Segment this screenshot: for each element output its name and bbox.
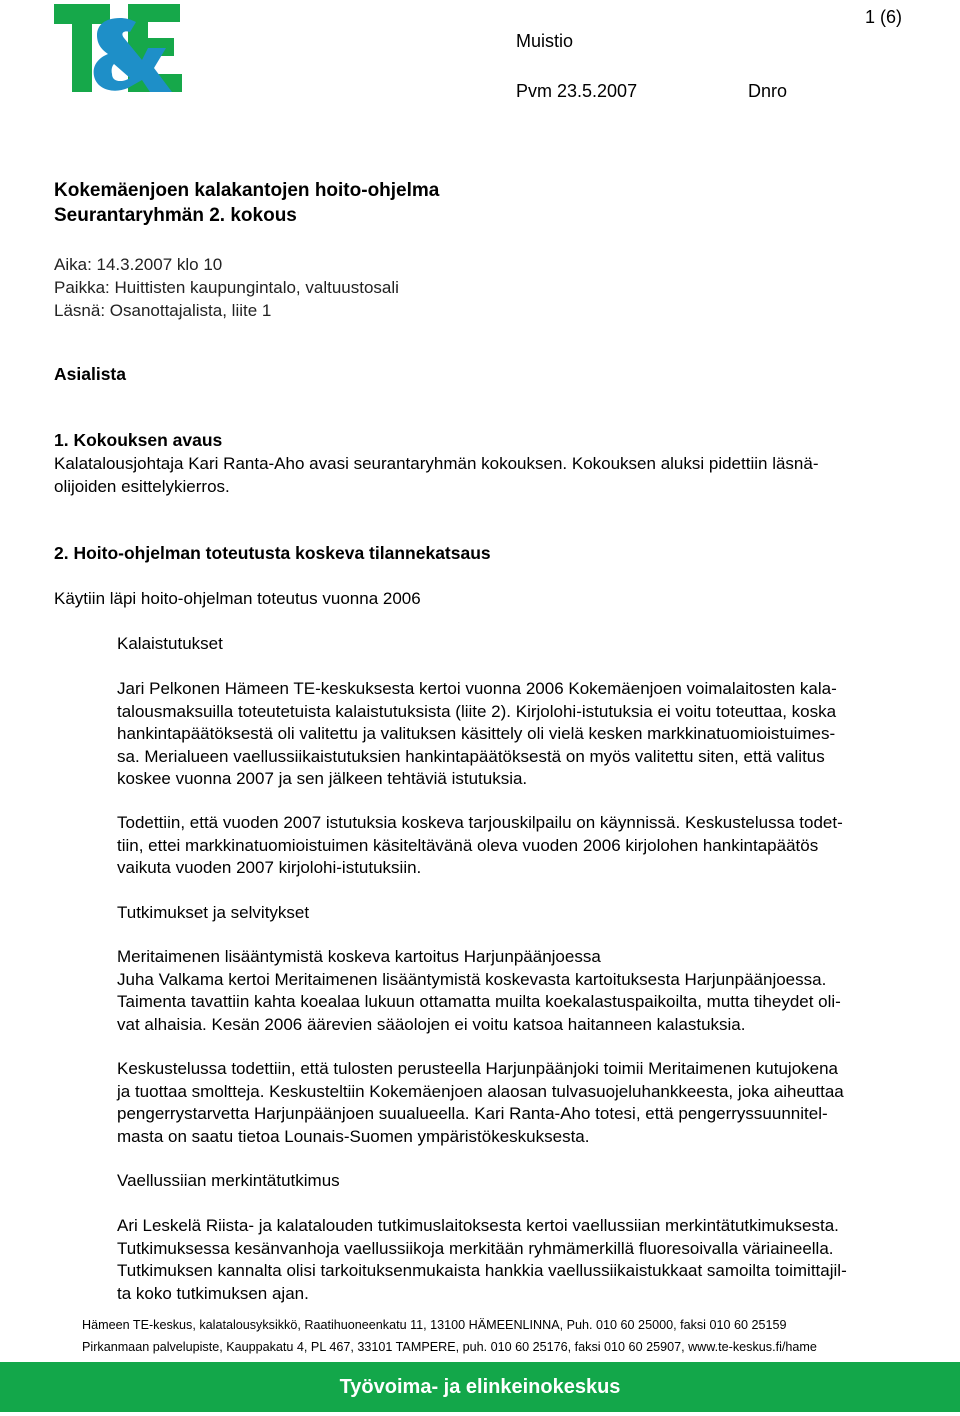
section-1-body [54, 453, 819, 498]
paragraph [117, 1058, 844, 1148]
paragraph [117, 946, 841, 1036]
meeting-place: Paikka: Huittisten kaupungintalo, valtuustosali [54, 278, 399, 297]
paragraph [117, 1215, 847, 1305]
text-line: Tutkimuksen kannalta olisi tarkoituksenmukaista hankkia vaellussiikaistukkaat samoilta toimittajil- [117, 1261, 847, 1281]
text-line: olijoiden esittelykierros. [54, 476, 230, 496]
text-line: ta koko tutkimuksen ajan. [117, 1283, 309, 1303]
section-1-heading: 1. Kokouksen avaus [54, 430, 223, 450]
section-2-heading: 2. Hoito-ohjelman toteutusta koskeva tilannekatsaus [54, 543, 491, 563]
text-line: Keskustelussa todettiin, että tulosten perusteella Harjunpäänjoki toimii Meritaimenen kutujokena [117, 1059, 839, 1078]
text-line: Tutkimuksessa kesänvanhoja vaellussiikoja merkitään ryhmämerkillä fluoresoivalla väriaineella. [117, 1238, 834, 1258]
meeting-details [54, 253, 399, 322]
text-line: vat alhaisia. Kesän 2006 äärevien sääolojen ei voitu katsoa haitanneen kalastuksia. [117, 1014, 746, 1034]
page-number: 1 (6) [864, 7, 902, 27]
footer-address-line: Hämeen TE-keskus, kalatalousyksikkö, Raatihuoneenkatu 11, 13100 HÄMEENLINNA, Puh. 010 60 25000, faksi 010 60 25159 [82, 1318, 787, 1332]
subheading-tutkimukset: Tutkimukset ja selvitykset [117, 903, 310, 922]
text-line: tiin, ettei markkinatuomioistuimen käsiteltävänä oleva vuoden 2006 kirjolohen hankintapäätös [117, 835, 819, 855]
text-line: Meritaimenen lisääntymistä koskeva kartoitus Harjunpäänjoessa [117, 947, 601, 966]
text-line: Jari Pelkonen Hämeen TE-keskuksesta kertoi vuonna 2006 Kokemäenjoen voimalaitosten kala- [117, 679, 837, 698]
title-line: Kokemäenjoen kalakantojen hoito-ohjelma [54, 180, 440, 201]
text-line: Kalatalousjohtaja Kari Ranta-Aho avasi seurantaryhmän kokouksen. Kokouksen aluksi pidettiin läsnä- [54, 454, 819, 473]
text-line: Ari Leskelä Riista- ja kalatalouden tutkimuslaitoksesta kertoi vaellussiian merkintätutkimuksesta. [117, 1216, 839, 1235]
document-type: Muistio [516, 31, 574, 51]
text-line: talousmaksuilla toteutetuista kalaistutuksista (liite 2). Kirjolohi-istutuksia ei voitu toteuttaa, koska [117, 701, 837, 721]
text-line: masta on saatu tietoa Lounais-Suomen ympäristökeskuksesta. [117, 1126, 590, 1146]
document-title [54, 178, 439, 228]
text-line: sa. Merialueen vaellussiikaistutuksien hankintapäätöksestä on myös valitettu siten, että valitus [117, 746, 825, 766]
footer-band: Työvoima- ja elinkeinokeskus [0, 1362, 960, 1412]
document-reference: Dnro [748, 81, 788, 101]
text-line: hankintapäätöksestä oli valitettu ja valituksen käsittely oli vielä kesken markkinatuomioistuimes- [117, 724, 836, 744]
text-line: pengerrystarvetta Harjunpäänjoen suualueella. Kari Ranta-Aho totesi, että pengerryssuunnitel- [117, 1104, 828, 1124]
paragraph [117, 812, 843, 880]
section-2-intro: Käytiin läpi hoito-ohjelman toteutus vuonna 2006 [54, 589, 421, 608]
text-line: vaikuta vuoden 2007 kirjolohi-istutuksiin. [117, 858, 422, 878]
text-line: Todettiin, että vuoden 2007 istutuksia koskeva tarjouskilpailu on käynnissä. Keskustelussa todet- [117, 813, 843, 832]
document-date: Pvm 23.5.2007 [516, 81, 638, 101]
text-line: Taimenta tavattiin kahta koealaa lukuun ottamatta muilta koekalastuspaikoilta, mutta tiheydet oli- [117, 992, 841, 1012]
footer-address-line: Pirkanmaan palvelupiste, Kauppakatu 4, PL 467, 33101 TAMPERE, puh. 010 60 25176, faksi 010 60 25907, www.te-keskus.fi/hame [82, 1340, 817, 1354]
title-line: Seurantaryhmän 2. kokous [54, 205, 297, 226]
text-line: koskee vuonna 2007 ja sen jälkeen tehtäviä istutuksia. [117, 769, 528, 789]
agenda-heading: Asialista [54, 364, 126, 384]
subheading-vaellussiika: Vaellussiian merkintätutkimus [117, 1171, 340, 1190]
te-logo [54, 4, 184, 94]
paragraph [117, 678, 837, 791]
text-line: Juha Valkama kertoi Meritaimenen lisääntymistä koskevasta kartoituksesta Harjunpäänjoessa. [117, 969, 827, 989]
subheading-kalaistutukset: Kalaistutukset [117, 634, 223, 653]
meeting-present: Läsnä: Osanottajalista, liite 1 [54, 301, 272, 320]
text-line: ja tuottaa smoltteja. Keskusteltiin Kokemäenjoen alaosan tulvasuojeluhankkeesta, joka aiheuttaa [117, 1081, 844, 1101]
meeting-time: Aika: 14.3.2007 klo 10 [54, 255, 223, 274]
